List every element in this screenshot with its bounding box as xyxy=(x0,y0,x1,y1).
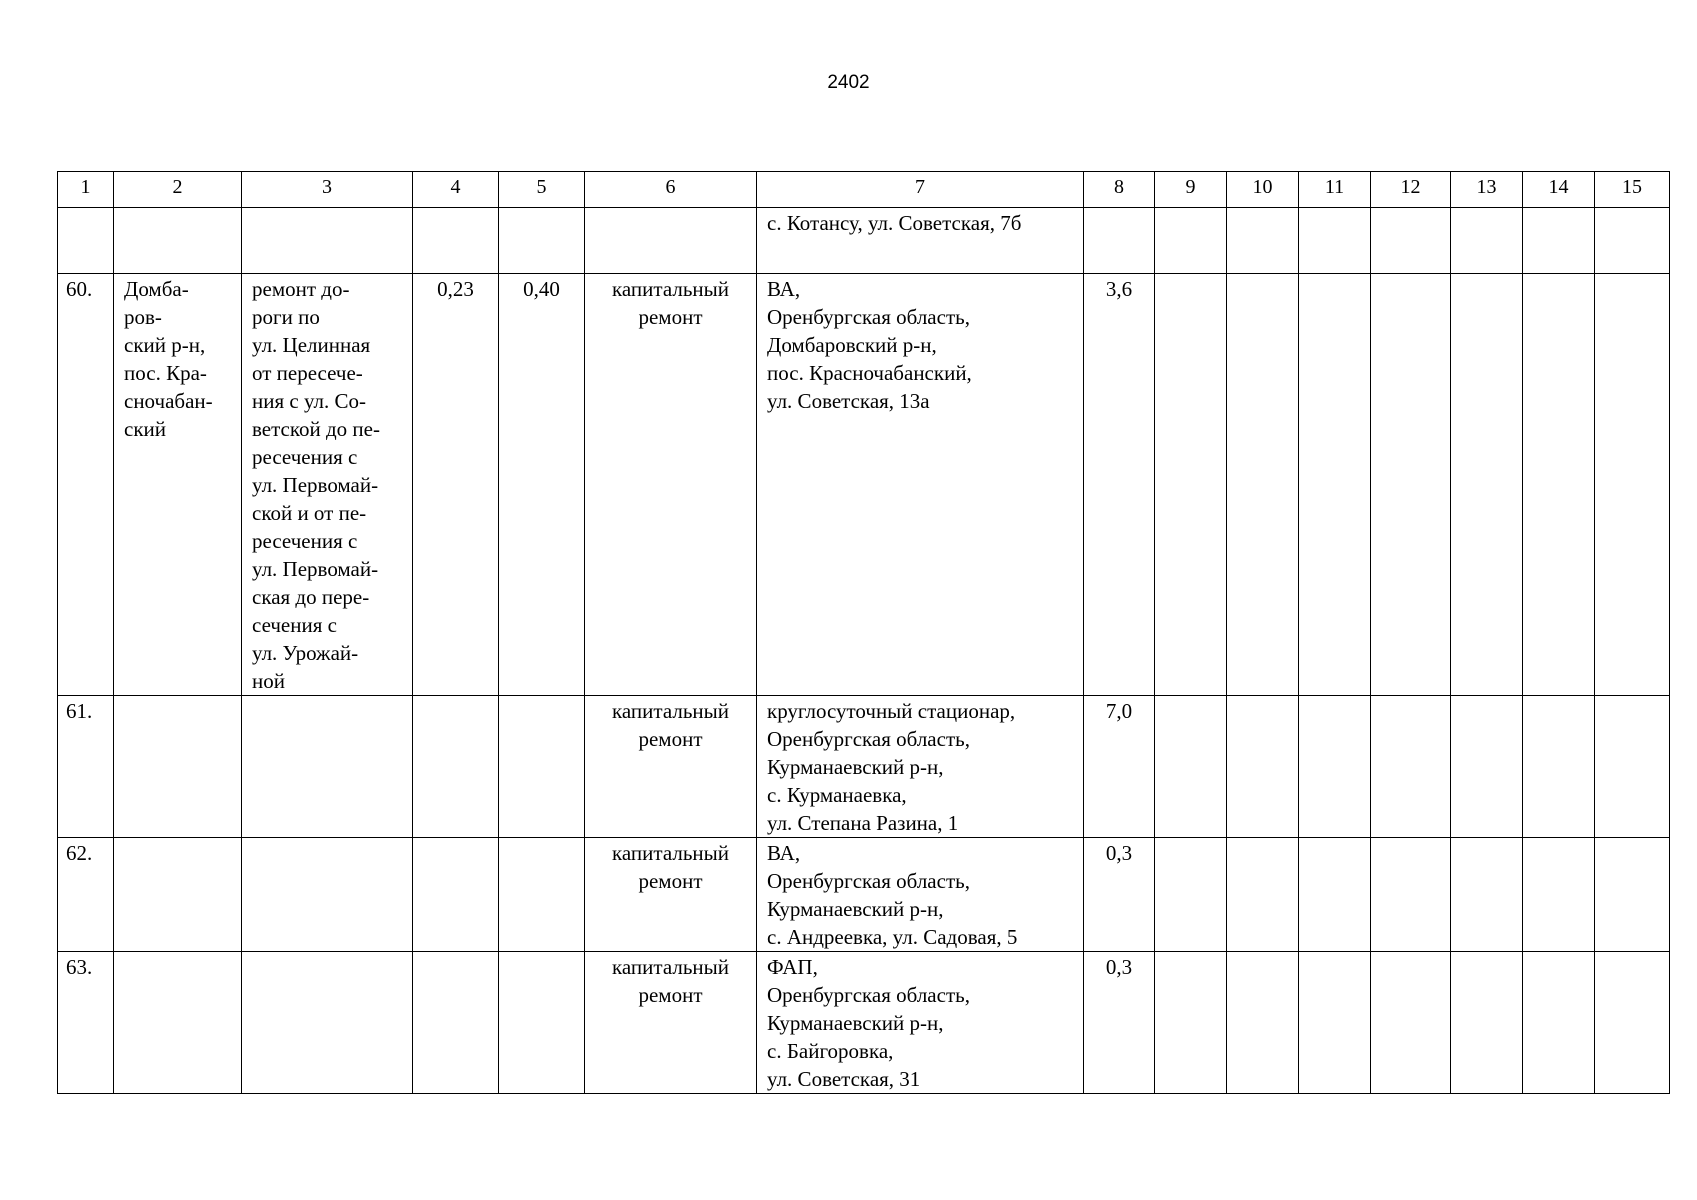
row-cell xyxy=(1299,274,1371,696)
row-value-cell xyxy=(499,952,585,1094)
row-cell xyxy=(1451,208,1523,274)
row-cell xyxy=(1227,274,1299,696)
row-address-cell: ВА, Оренбургская область, Домбаровский р-н, пос. Красночабанский, ул. Советская, 13а xyxy=(757,274,1084,696)
row-address-cell: с. Котансу, ул. Советская, 7б xyxy=(757,208,1084,274)
row-district-cell xyxy=(114,696,242,838)
row-description-cell xyxy=(242,952,413,1094)
row-cell xyxy=(114,208,242,274)
row-cell xyxy=(58,208,114,274)
row-cell xyxy=(1227,208,1299,274)
row-cell xyxy=(1523,952,1595,1094)
row-cell xyxy=(1523,208,1595,274)
table-row xyxy=(58,696,1670,838)
row-cell xyxy=(1451,274,1523,696)
header-cell: 12 xyxy=(1371,172,1451,208)
row-description-cell: ремонт до- роги по ул. Целинная от пересече- ния с ул. Со- ветской до пе- ресечения с ул. Первомай- ской и от пе- ресечения с ул. Первомай- ская до пере- сечения с ул. Урожай- ной xyxy=(242,274,413,696)
row-cell xyxy=(1155,274,1227,696)
row-cell xyxy=(1371,208,1451,274)
table-row xyxy=(58,838,1670,952)
row-cell xyxy=(1595,696,1670,838)
row-number-cell: 63. xyxy=(58,952,114,1094)
row-cell xyxy=(1523,274,1595,696)
row-cell xyxy=(1299,208,1371,274)
header-cell: 3 xyxy=(242,172,413,208)
row-cell xyxy=(1299,696,1371,838)
row-cell xyxy=(1371,696,1451,838)
row-value-cell xyxy=(499,838,585,952)
row-cell xyxy=(1451,838,1523,952)
header-cell: 15 xyxy=(1595,172,1670,208)
row-number-cell: 62. xyxy=(58,838,114,952)
row-cell xyxy=(1595,208,1670,274)
row-value-cell: 0,3 xyxy=(1084,838,1155,952)
row-cell xyxy=(1451,952,1523,1094)
row-cell xyxy=(1595,838,1670,952)
header-cell: 2 xyxy=(114,172,242,208)
row-cell xyxy=(1595,274,1670,696)
row-value-cell xyxy=(499,696,585,838)
header-cell: 14 xyxy=(1523,172,1595,208)
table-row xyxy=(58,952,1670,1094)
header-cell: 5 xyxy=(499,172,585,208)
page-number: 2402 xyxy=(827,72,870,93)
row-cell xyxy=(1595,952,1670,1094)
row-cell xyxy=(1523,696,1595,838)
row-value-cell xyxy=(413,952,499,1094)
row-cell xyxy=(1451,696,1523,838)
row-description-cell xyxy=(242,838,413,952)
row-cell xyxy=(1155,696,1227,838)
row-cell xyxy=(1155,838,1227,952)
row-cell xyxy=(1155,208,1227,274)
table-row xyxy=(58,274,1670,696)
header-cell: 7 xyxy=(757,172,1084,208)
row-work-type-cell: капитальный ремонт xyxy=(585,274,757,696)
row-work-type-cell: капитальный ремонт xyxy=(585,838,757,952)
table-row-continuation xyxy=(58,208,1670,274)
data-table xyxy=(57,171,1670,1094)
row-cell xyxy=(413,208,499,274)
row-value-cell: 7,0 xyxy=(1084,696,1155,838)
row-cell xyxy=(242,208,413,274)
table-header-row xyxy=(58,172,1670,208)
row-district-cell xyxy=(114,838,242,952)
row-number-cell: 61. xyxy=(58,696,114,838)
row-address-cell: круглосуточный стационар, Оренбургская область, Курманаевский р-н, с. Курманаевка, ул. Степана Разина, 1 xyxy=(757,696,1084,838)
row-cell xyxy=(1155,952,1227,1094)
row-cell xyxy=(1371,274,1451,696)
header-cell: 4 xyxy=(413,172,499,208)
row-address-cell: ФАП, Оренбургская область, Курманаевский р-н, с. Байгоровка, ул. Советская, 31 xyxy=(757,952,1084,1094)
header-cell: 6 xyxy=(585,172,757,208)
header-cell: 13 xyxy=(1451,172,1523,208)
header-cell: 9 xyxy=(1155,172,1227,208)
row-district-cell: Домба- ров- ский р-н, пос. Кра- сночабан- ский xyxy=(114,274,242,696)
row-cell xyxy=(585,208,757,274)
row-value-cell: 3,6 xyxy=(1084,274,1155,696)
row-value-cell xyxy=(413,838,499,952)
row-district-cell xyxy=(114,952,242,1094)
header-cell: 10 xyxy=(1227,172,1299,208)
row-description-cell xyxy=(242,696,413,838)
row-cell xyxy=(1227,696,1299,838)
row-value-cell: 0,40 xyxy=(499,274,585,696)
row-value-cell: 0,3 xyxy=(1084,952,1155,1094)
row-cell xyxy=(1299,838,1371,952)
header-cell: 11 xyxy=(1299,172,1371,208)
row-cell xyxy=(1227,838,1299,952)
row-value-cell: 0,23 xyxy=(413,274,499,696)
row-cell xyxy=(1523,838,1595,952)
row-work-type-cell: капитальный ремонт xyxy=(585,696,757,838)
row-cell xyxy=(1084,208,1155,274)
row-work-type-cell: капитальный ремонт xyxy=(585,952,757,1094)
row-address-cell: ВА, Оренбургская область, Курманаевский р-н, с. Андреевка, ул. Садовая, 5 xyxy=(757,838,1084,952)
header-cell: 1 xyxy=(58,172,114,208)
row-value-cell xyxy=(413,696,499,838)
row-cell xyxy=(499,208,585,274)
row-cell xyxy=(1299,952,1371,1094)
header-cell: 8 xyxy=(1084,172,1155,208)
row-cell xyxy=(1371,838,1451,952)
row-cell xyxy=(1227,952,1299,1094)
row-number-cell: 60. xyxy=(58,274,114,696)
row-cell xyxy=(1371,952,1451,1094)
